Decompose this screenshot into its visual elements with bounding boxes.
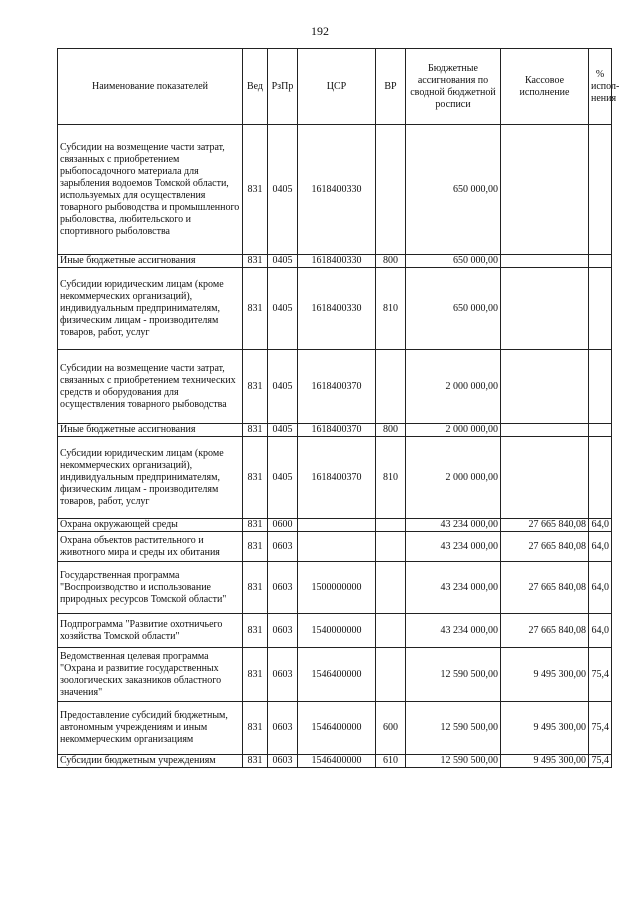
cell-csr: 1618400370: [298, 424, 376, 437]
cell-percent: [589, 268, 612, 350]
cell-name: Иные бюджетные ассигнования: [58, 255, 243, 268]
table-row: [58, 125, 612, 255]
cell-budget: 43 234 000,00: [406, 519, 501, 532]
cell-rzpr: 0405: [268, 255, 298, 268]
cell-rzpr: 0603: [268, 648, 298, 702]
cell-ved: 831: [243, 614, 268, 648]
cell-ved: 831: [243, 519, 268, 532]
cell-name: Субсидии юридическим лицам (кроме некоммерческих организаций), индивидуальным предпринимателям, физическим лицам - производителям товаров, работ, услуг: [58, 437, 243, 519]
header-vr: ВР: [376, 49, 406, 125]
cell-cash: 27 665 840,08: [501, 614, 589, 648]
cell-ved: 831: [243, 255, 268, 268]
cell-cash: 27 665 840,08: [501, 519, 589, 532]
cell-csr: 1546400000: [298, 648, 376, 702]
cell-vr: [376, 614, 406, 648]
cell-rzpr: 0405: [268, 125, 298, 255]
table-row: [58, 532, 612, 562]
cell-vr: [376, 125, 406, 255]
cell-csr: [298, 532, 376, 562]
cell-ved: 831: [243, 702, 268, 755]
table-row: [58, 562, 612, 614]
cell-percent: [589, 437, 612, 519]
cell-name: Субсидии бюджетным учреждениям: [58, 755, 243, 768]
cell-percent: [589, 350, 612, 424]
cell-budget: 2 000 000,00: [406, 424, 501, 437]
table-row: [58, 755, 612, 768]
table-header-row: [58, 49, 612, 125]
table-row: [58, 268, 612, 350]
cell-vr: 600: [376, 702, 406, 755]
cell-percent: 64,0: [589, 562, 612, 614]
cell-csr: 1546400000: [298, 755, 376, 768]
cell-cash: [501, 437, 589, 519]
cell-vr: [376, 562, 406, 614]
cell-budget: 2 000 000,00: [406, 350, 501, 424]
cell-name: Охрана объектов растительного и животного мира и среды их обитания: [58, 532, 243, 562]
cell-ved: 831: [243, 562, 268, 614]
header-ved: Вед: [243, 49, 268, 125]
cell-vr: 810: [376, 437, 406, 519]
cell-rzpr: 0603: [268, 755, 298, 768]
cell-budget: 12 590 500,00: [406, 702, 501, 755]
cell-name: Иные бюджетные ассигнования: [58, 424, 243, 437]
cell-rzpr: 0603: [268, 702, 298, 755]
cell-percent: 75,4: [589, 755, 612, 768]
cell-cash: 27 665 840,08: [501, 532, 589, 562]
cell-ved: 831: [243, 437, 268, 519]
cell-csr: 1618400370: [298, 350, 376, 424]
table-row: [58, 702, 612, 755]
cell-percent: [589, 125, 612, 255]
cell-ved: 831: [243, 532, 268, 562]
cell-budget: 650 000,00: [406, 125, 501, 255]
cell-budget: 43 234 000,00: [406, 562, 501, 614]
cell-ved: 831: [243, 268, 268, 350]
cell-name: Подпрограмма "Развитие охотничьего хозяйства Томской области": [58, 614, 243, 648]
cell-name: Предоставление субсидий бюджетным, автономным учреждениям и иным некоммерческим организациям: [58, 702, 243, 755]
cell-ved: 831: [243, 125, 268, 255]
cell-budget: 43 234 000,00: [406, 614, 501, 648]
table-row: [58, 424, 612, 437]
cell-percent: [589, 424, 612, 437]
cell-budget: 2 000 000,00: [406, 437, 501, 519]
budget-table: [57, 48, 620, 768]
page-number: 192: [311, 24, 329, 38]
cell-vr: 810: [376, 268, 406, 350]
cell-name: Государственная программа "Воспроизводство и использование природных ресурсов Томской области": [58, 562, 243, 614]
cell-rzpr: 0405: [268, 424, 298, 437]
cell-name: Субсидии на возмещение части затрат, связанных с приобретением рыбопосадочного материала для зарыбления водоемов Томской области, используемых для осуществления товарного рыбоводства и промышленного рыболовства, любительского и спортивного рыболовства: [58, 125, 243, 255]
table-row: [58, 648, 612, 702]
table-row: [58, 255, 612, 268]
cell-budget: 12 590 500,00: [406, 755, 501, 768]
cell-ved: 831: [243, 648, 268, 702]
header-rzpr: РзПр: [268, 49, 298, 125]
table-row: [58, 350, 612, 424]
cell-vr: 800: [376, 424, 406, 437]
cell-name: Субсидии на возмещение части затрат, связанных с приобретением технических средств и оборудования для осуществления товарного рыбоводства: [58, 350, 243, 424]
cell-vr: [376, 519, 406, 532]
cell-cash: [501, 255, 589, 268]
cell-cash: [501, 350, 589, 424]
cell-budget: 12 590 500,00: [406, 648, 501, 702]
header-percent: % испол-нения: [589, 49, 612, 125]
cell-ved: 831: [243, 350, 268, 424]
cell-vr: 800: [376, 255, 406, 268]
header-budget: Бюджетные ассигнования по сводной бюджетной росписи: [406, 49, 501, 125]
cell-rzpr: 0603: [268, 562, 298, 614]
cell-csr: 1500000000: [298, 562, 376, 614]
header-cash: Кассовое исполнение: [501, 49, 589, 125]
cell-cash: 9 495 300,00: [501, 702, 589, 755]
cell-vr: [376, 350, 406, 424]
cell-name: Ведомственная целевая программа "Охрана и развитие государственных зоологических заказников областного значения": [58, 648, 243, 702]
cell-percent: 75,4: [589, 648, 612, 702]
cell-rzpr: 0405: [268, 350, 298, 424]
cell-ved: 831: [243, 755, 268, 768]
table-row: [58, 519, 612, 532]
cell-csr: 1546400000: [298, 702, 376, 755]
cell-budget: 650 000,00: [406, 268, 501, 350]
cell-rzpr: 0405: [268, 268, 298, 350]
header-name: Наименование показателей: [58, 49, 243, 125]
cell-cash: [501, 268, 589, 350]
cell-rzpr: 0405: [268, 437, 298, 519]
table-row: [58, 437, 612, 519]
cell-percent: 64,0: [589, 532, 612, 562]
cell-csr: 1618400370: [298, 437, 376, 519]
cell-csr: 1618400330: [298, 268, 376, 350]
cell-percent: [589, 255, 612, 268]
cell-cash: [501, 424, 589, 437]
cell-percent: 75,4: [589, 702, 612, 755]
cell-budget: 650 000,00: [406, 255, 501, 268]
cell-cash: [501, 125, 589, 255]
cell-vr: 610: [376, 755, 406, 768]
cell-name: Субсидии юридическим лицам (кроме некоммерческих организаций), индивидуальным предпринимателям, физическим лицам - производителям товаров, работ, услуг: [58, 268, 243, 350]
cell-vr: [376, 648, 406, 702]
table-row: [58, 614, 612, 648]
header-csr: ЦСР: [298, 49, 376, 125]
cell-percent: 64,0: [589, 519, 612, 532]
cell-rzpr: 0603: [268, 614, 298, 648]
cell-name: Охрана окружающей среды: [58, 519, 243, 532]
cell-csr: 1540000000: [298, 614, 376, 648]
cell-csr: 1618400330: [298, 255, 376, 268]
cell-percent: 64,0: [589, 614, 612, 648]
cell-rzpr: 0603: [268, 532, 298, 562]
cell-cash: 27 665 840,08: [501, 562, 589, 614]
cell-vr: [376, 532, 406, 562]
cell-cash: 9 495 300,00: [501, 648, 589, 702]
cell-rzpr: 0600: [268, 519, 298, 532]
cell-ved: 831: [243, 424, 268, 437]
cell-csr: [298, 519, 376, 532]
cell-csr: 1618400330: [298, 125, 376, 255]
cell-budget: 43 234 000,00: [406, 532, 501, 562]
cell-cash: 9 495 300,00: [501, 755, 589, 768]
